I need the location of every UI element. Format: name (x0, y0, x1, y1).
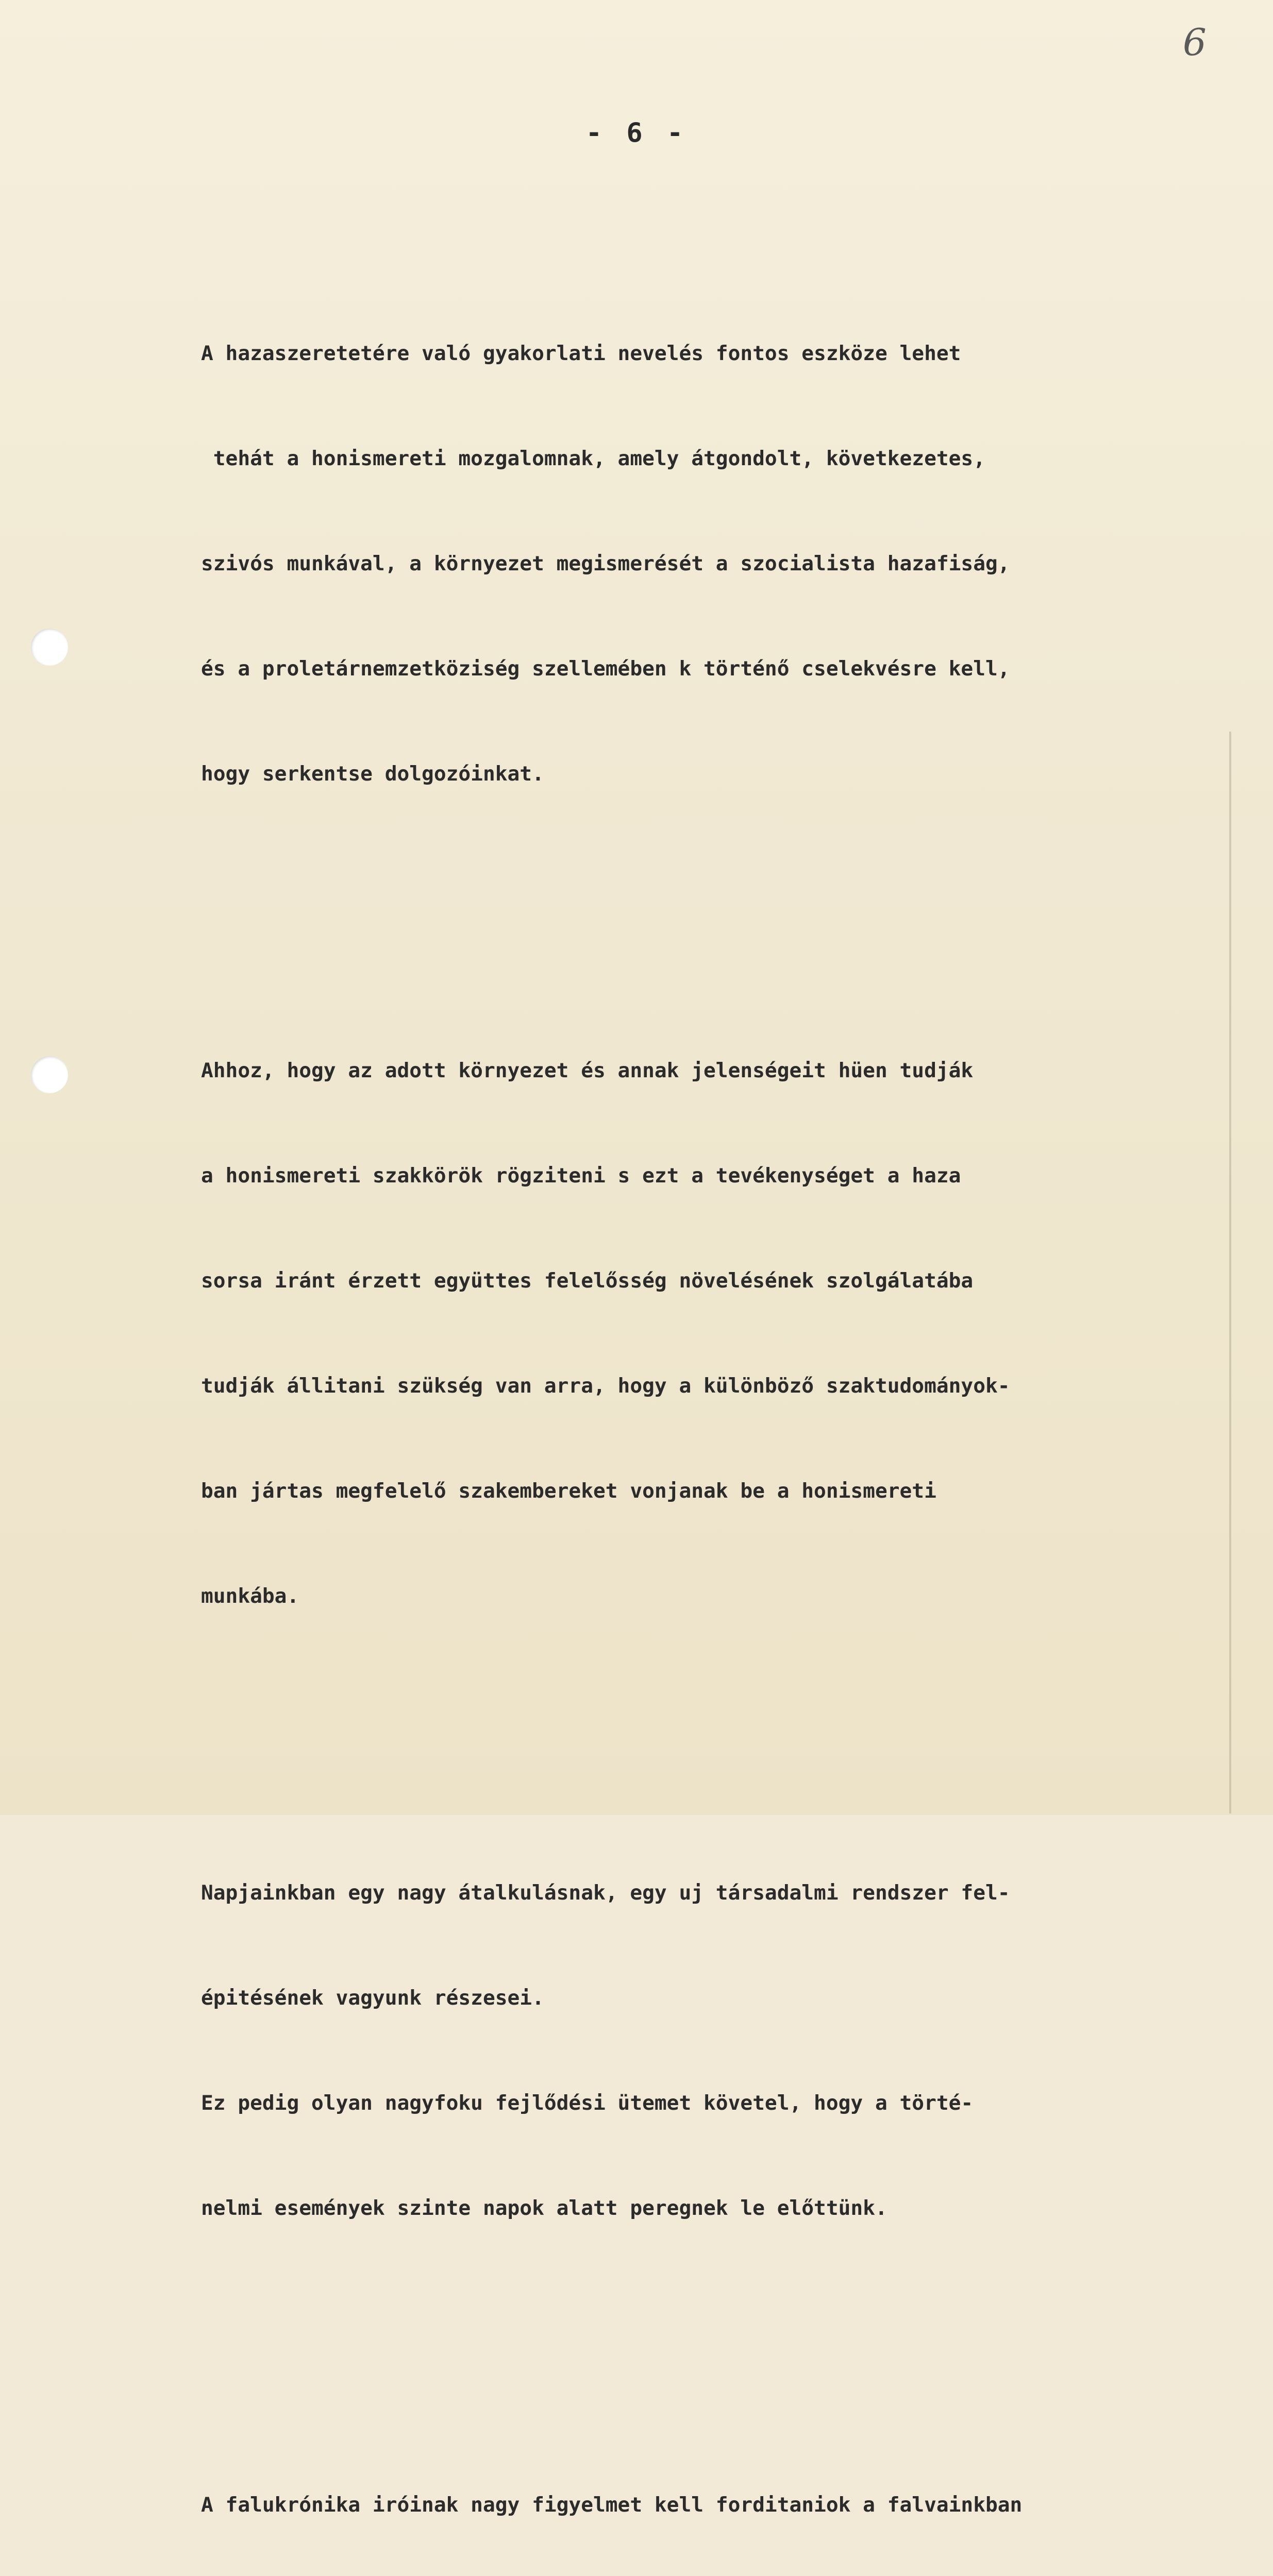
text-line: A falukrónika iróinak nagy figyelmet kell forditaniok a falvainkban (201, 2493, 1023, 2517)
text-line: Napjainkban egy nagy átalkulásnak, egy uj társadalmi rendszer fel- (201, 1881, 1010, 1905)
text-line: A hazaszeretetére való gyakorlati nevelés fontos eszköze lehet (201, 342, 961, 365)
text-line: épitésének vagyunk részesei. (201, 1986, 544, 2010)
text-line: sorsa iránt érzett együttes felelősség növelésének szolgálatába (201, 1269, 974, 1293)
paragraph-1 (201, 266, 1258, 861)
text-line: hogy serkentse dolgozóinkat. (201, 762, 544, 786)
text-line: munkába. (201, 1584, 299, 1608)
text-line: nelmi események szinte napok alatt peregnek le előttünk. (201, 2196, 887, 2220)
paragraph-2 (201, 983, 1258, 1684)
text-line: és a proletárnemzetköziség szellemében k történő cselekvésre kell, (201, 657, 1010, 681)
handwritten-page-number: 6 (1183, 21, 1207, 64)
typed-page-number: - 6 - (585, 117, 688, 148)
text-line: szivós munkával, a környezet megismerését a szocialista hazafiság, (201, 552, 1010, 575)
text-line: a honismereti szakkörök rögziteni s ezt a tevékenységet a haza (201, 1164, 961, 1188)
text-line: tudják állitani szükség van arra, hogy a különböző szaktudományok- (201, 1374, 1010, 1398)
punch-hole-bottom (31, 1056, 68, 1093)
punch-hole-top (31, 629, 68, 666)
typed-body (201, 196, 1258, 2576)
text-line: Ahhoz, hogy az adott környezet és annak jelenségeit hüen tudják (201, 1059, 974, 1082)
text-line: ban jártas megfelelő szakembereket vonjanak be a honismereti (201, 1479, 936, 1503)
text-line: tehát a honismereti mozgalomnak, amely átgondolt, következetes, (201, 447, 985, 470)
paragraph-3 (201, 1805, 1258, 2296)
paragraph-4 (201, 2417, 1258, 2576)
text-line: Ez pedig olyan nagyfoku fejlődési ütemet követel, hogy a törté- (201, 2091, 974, 2115)
